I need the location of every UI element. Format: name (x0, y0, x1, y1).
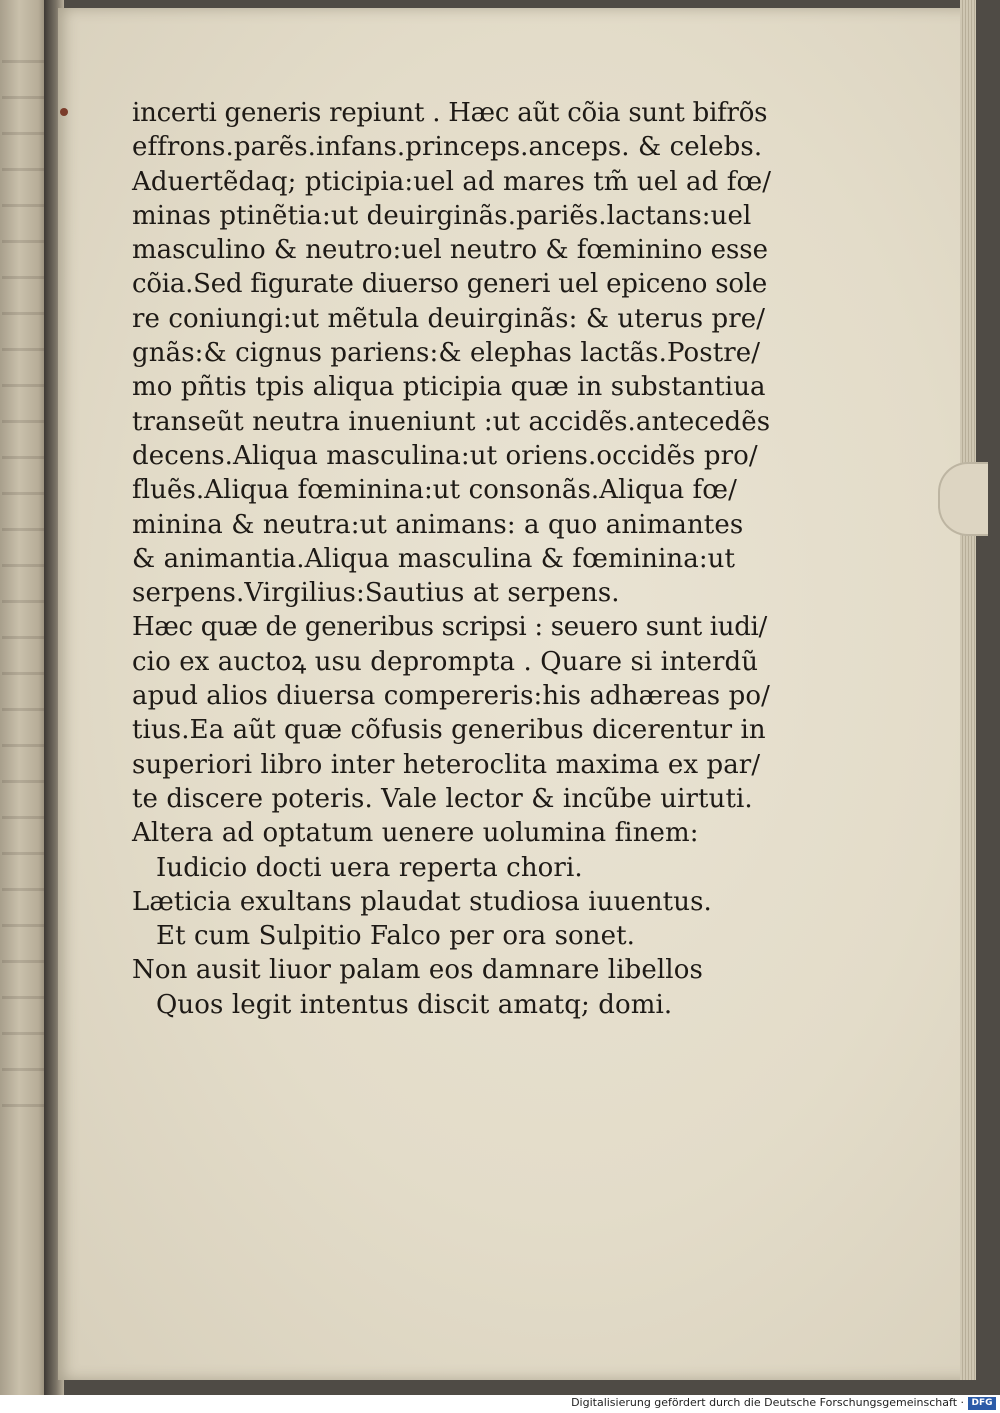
verse-line: Altera ad optatum uenere uolumina finem: (132, 818, 699, 849)
text-line: cõia.Sed figurate diuerso generi uel epiceno sole (132, 269, 768, 300)
text-line: te discere poteris. Vale lector & incũbe uirtuti. (132, 783, 753, 814)
page-text (132, 96, 772, 1022)
text-line: cio ex auctoꝝ usu deprompta . Quare si interdũ (132, 646, 759, 677)
text-line: gnãs:& cignus pariens:& elephas lactãs.Postre/ (132, 338, 761, 369)
facing-page-text-bleed (2, 60, 44, 1140)
text-line: Aduertẽdaq; pticipia:uel ad mares tm̃ uel ad fœ/ (132, 166, 772, 197)
text-line: tius.Ea aũt quæ cõfusis generibus dicerentur in (132, 715, 766, 746)
text-line: decens.Aliqua masculina:ut oriens.occidẽs pro/ (132, 440, 758, 471)
text-line: superiori libro inter heteroclita maxima ex par/ (132, 749, 761, 780)
text-line: serpens.Virgilius:Sautius at serpens. (132, 578, 620, 609)
dfg-logo: DFG (968, 1397, 996, 1410)
text-line: apud alios diuersa compereris:his adhæreas po/ (132, 681, 770, 712)
text-line: minina & neutra:ut animans: a quo animantes (132, 509, 744, 540)
facing-page-edge (0, 0, 48, 1413)
digitization-footer (0, 1395, 1000, 1413)
verse-line: Et cum Sulpitio Falco per ora sonet. (156, 921, 636, 952)
funding-credit: Digitalisierung gefördert durch die Deutsche Forschungsgemeinschaft · (571, 1396, 964, 1409)
margin-mark (60, 108, 68, 116)
text-line: re coniungi:ut mẽtula deuirginãs: & uterus pre/ (132, 303, 766, 334)
text-line: incerti generis repiunt . Hæc aũt cõia sunt bifrõs (132, 98, 768, 128)
text-line: minas ptinẽtia:ut deuirginãs.pariẽs.lactans:uel (132, 200, 752, 231)
verse-line: Quos legit intentus discit amatq; domi. (156, 989, 673, 1020)
text-line: mo pñtis tpis aliqua pticipia quæ in substantiua (132, 372, 766, 403)
text-line: masculino & neutro:uel neutro & fœminino esse (132, 235, 768, 266)
page-stack-edge (960, 0, 976, 1380)
page-tab-flap (938, 462, 988, 536)
text-line: transeũt neutra inueniunt :ut accidẽs.antecedẽs (132, 406, 771, 437)
text-line: Hæc quæ de generibus scripsi : seuero sunt iudi/ (132, 612, 767, 643)
verse-line: Non ausit liuor palam eos damnare libellos (132, 955, 703, 986)
text-line: effrons.parẽs.infans.princeps.anceps. & celebs. (132, 132, 763, 163)
verse-line: Læticia exultans plaudat studiosa iuuentus. (132, 886, 712, 917)
verse-line: Iudicio docti uera reperta chori. (156, 852, 583, 883)
text-line: & animantia.Aliqua masculina & fœminina:ut (132, 543, 736, 574)
text-line: fluẽs.Aliqua fœminina:ut consonãs.Aliqua fœ/ (132, 475, 737, 506)
